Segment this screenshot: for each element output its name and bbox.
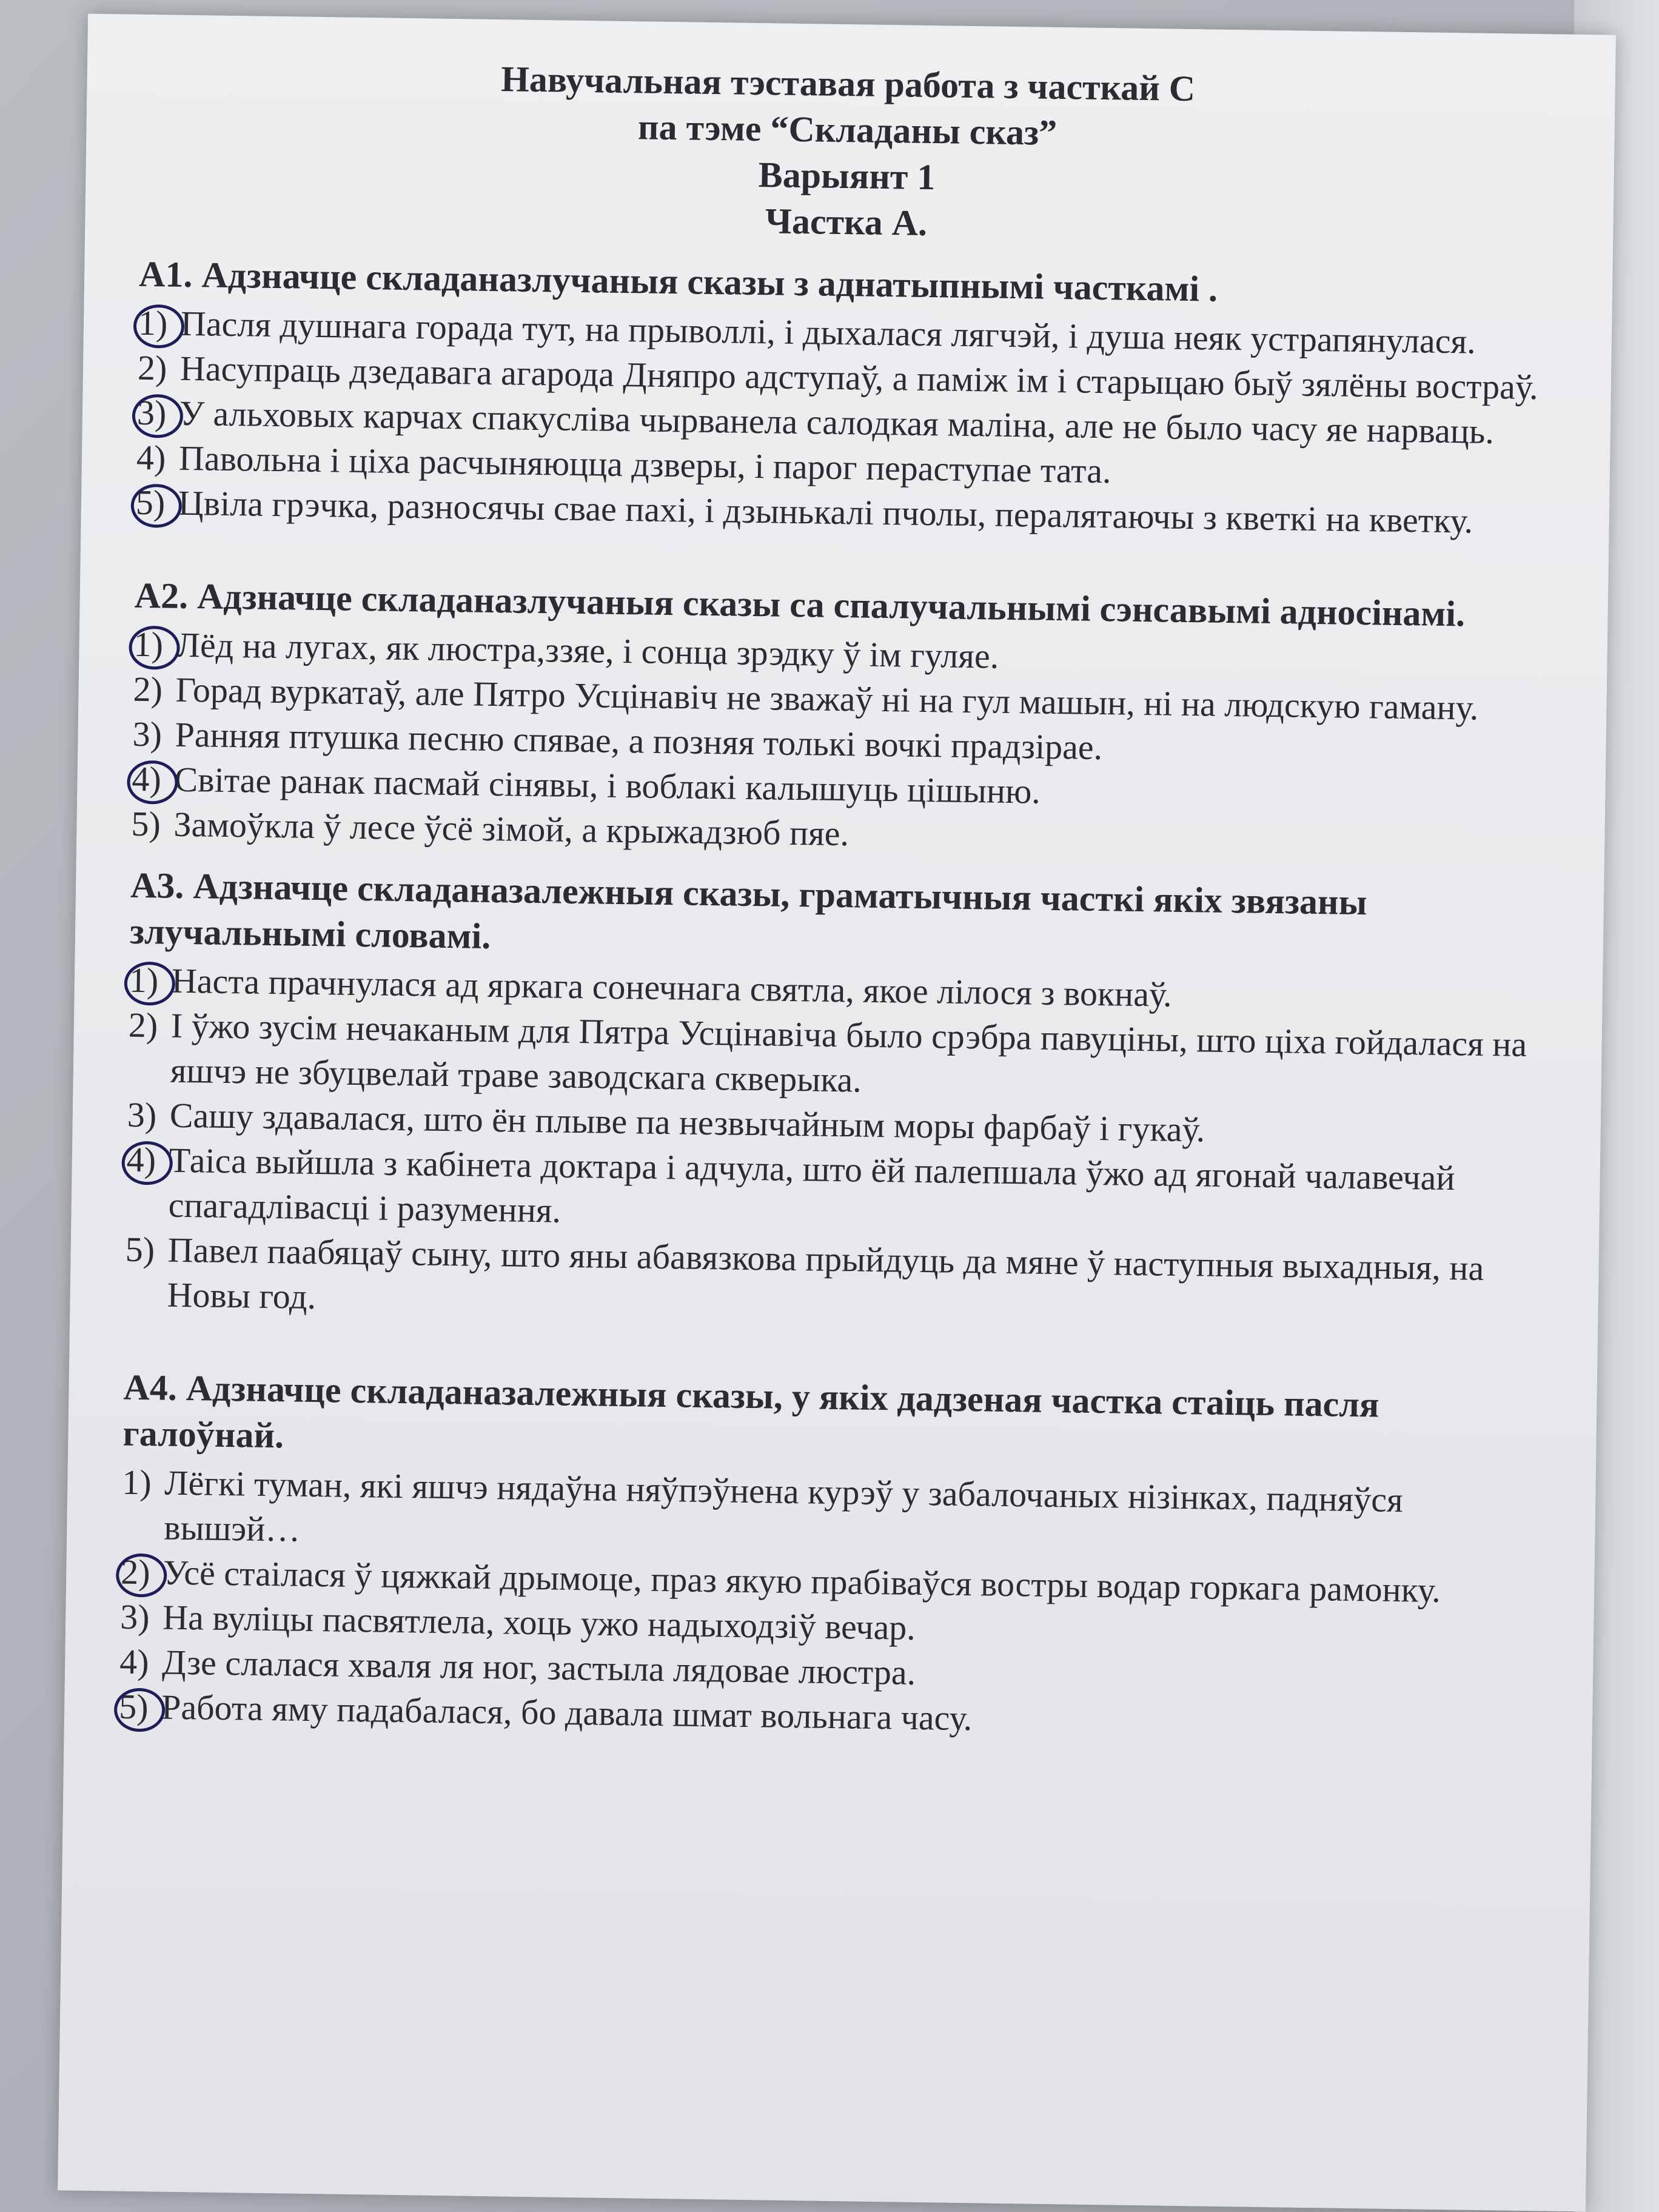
document-header	[139, 51, 1555, 255]
circled-option-number: 1)	[138, 301, 181, 346]
option-number: 5)	[131, 803, 161, 844]
option-number: 3)	[119, 1597, 150, 1637]
circled-option-number: 4)	[126, 1138, 169, 1183]
option-text: Павел паабяцаў сыну, што яны абавязкова прыйдуць да мяне ў наступныя выхадныя, на Новы год.	[167, 1230, 1484, 1317]
option-number: 3)	[127, 1094, 157, 1135]
option-text: Усё стаілася ў цяжкай дрымоце, праз якую прабіваўся востры водар горкага рамонку.	[163, 1552, 1441, 1610]
circled-option-number: 5)	[119, 1684, 162, 1730]
header-part: Частка А.	[765, 201, 928, 243]
option-number: 5)	[125, 1229, 155, 1270]
task-title: А1. Адзначце складаназлучаныя сказы з аднатыпнымі часткамі .	[138, 253, 1218, 309]
option-number: 1)	[121, 1462, 152, 1503]
task-block-4	[119, 1364, 1537, 1749]
circled-option-number: 4)	[132, 757, 175, 802]
task-list	[119, 251, 1552, 1749]
circled-option-number: 2)	[121, 1550, 164, 1595]
option-text: Наста прачнулася ад яркага сонечнага святла, якое лілося з вокнаў.	[171, 960, 1173, 1014]
option-text: Насупраць дзедавага агарода Дняпро адступаў, а паміж ім і старыцаю быў зялёны востраў.	[179, 348, 1539, 407]
answer-option	[124, 1227, 1538, 1337]
circled-option-number: 3)	[136, 390, 179, 436]
header-variant: Варыянт 1	[758, 155, 936, 198]
option-text: І ўжо зусім нечаканым для Пятра Усцінавіча было срэбра павуціны, што ціха гойдалася на яшчэ не збуцвелай траве заводскага скверыка.	[170, 1005, 1527, 1100]
option-text: Сашу здавалася, што ён плыве па незвычайным моры фарбаў і гукаў.	[169, 1095, 1205, 1150]
header-topic: па тэме “Складаны сказ”	[637, 107, 1057, 153]
option-text: Таіса выйшла з кабінета доктара і адчула, што ёй палепшала ўжо ад ягонай чалавечай спагадлівасці і разумення.	[168, 1140, 1455, 1230]
task-title: А2. Адзначце складаназлучаныя сказы са спалучальнымі сэнсавымі адносінамі.	[134, 575, 1466, 634]
option-text: Лёд на лугах, як люстра,ззяе, і сонца зрэдку ў ім гуляе.	[176, 625, 999, 676]
option-number: 2)	[128, 1005, 158, 1045]
option-text: Горад вуркатаў, але Пятро Усцінавіч не зважаў ні на гул машын, ні на людскую гаману.	[175, 669, 1479, 728]
option-text: Лёгкі туман, які яшчэ нядаўна няўпэўнена курэў у забалочаных нізінках, падняўся вышэй…	[163, 1463, 1404, 1549]
task-block-3	[124, 862, 1543, 1336]
task-title: А4. Адзначце складаназалежныя сказы, у якіх дадзеная частка стаіць пасля галоўнай.	[122, 1367, 1379, 1456]
option-text: У альховых карчах спакусліва чырванела салодкая маліна, але не было часу яе нарваць.	[179, 393, 1495, 452]
option-text: Замоўкла ў лесе ўсё зімой, а крыжадзюб пяе.	[173, 804, 850, 854]
option-text: Ранняя птушка песню спявае, а позняя толькі вочкі прадзірае.	[175, 714, 1103, 768]
task-block-2	[131, 572, 1547, 866]
option-number: 2)	[137, 347, 167, 388]
header-title: Навучальная тэставая работа з часткай С	[500, 59, 1196, 109]
circled-option-number: 5)	[135, 480, 178, 526]
option-number: 3)	[132, 714, 163, 754]
option-text: Дзе слалася хваля ля ног, застыла лядовае люстра.	[161, 1642, 916, 1692]
circled-option-number: 1)	[129, 958, 172, 1004]
option-number: 4)	[119, 1641, 150, 1682]
option-text: Пасля душнага горада тут, на прыволлі, і дыхалася лягчэй, і душа неяк устрапянулася.	[180, 303, 1476, 361]
circled-option-number: 1)	[133, 622, 176, 668]
option-text: На вуліцы пасвятлела, хоць ужо надыходзіў вечар.	[162, 1597, 916, 1647]
document-page	[119, 51, 1555, 1749]
task-title: А3. Адзначце складаназалежныя сказы, граматычныя часткі якіх звязаны злучальнымі словамі.	[129, 865, 1367, 956]
paper-sheet	[58, 14, 1616, 2212]
option-text: Работа яму падабалася, бо давала шмат вольнага часу.	[161, 1687, 973, 1738]
task-block-1	[135, 251, 1552, 545]
option-text: Світае ранак пасмай сінявы, і воблакі калышуць цішыню.	[174, 759, 1041, 811]
option-text: Цвіла грэчка, разносячы свае пахі, і дзынькалі пчолы, пералятаючы з кветкі на кветку.	[178, 483, 1473, 541]
option-number: 4)	[136, 437, 166, 478]
option-text: Павольна і ціха расчыняюцца дзверы, і парог пераступае тата.	[178, 438, 1111, 491]
option-number: 2)	[133, 669, 163, 709]
